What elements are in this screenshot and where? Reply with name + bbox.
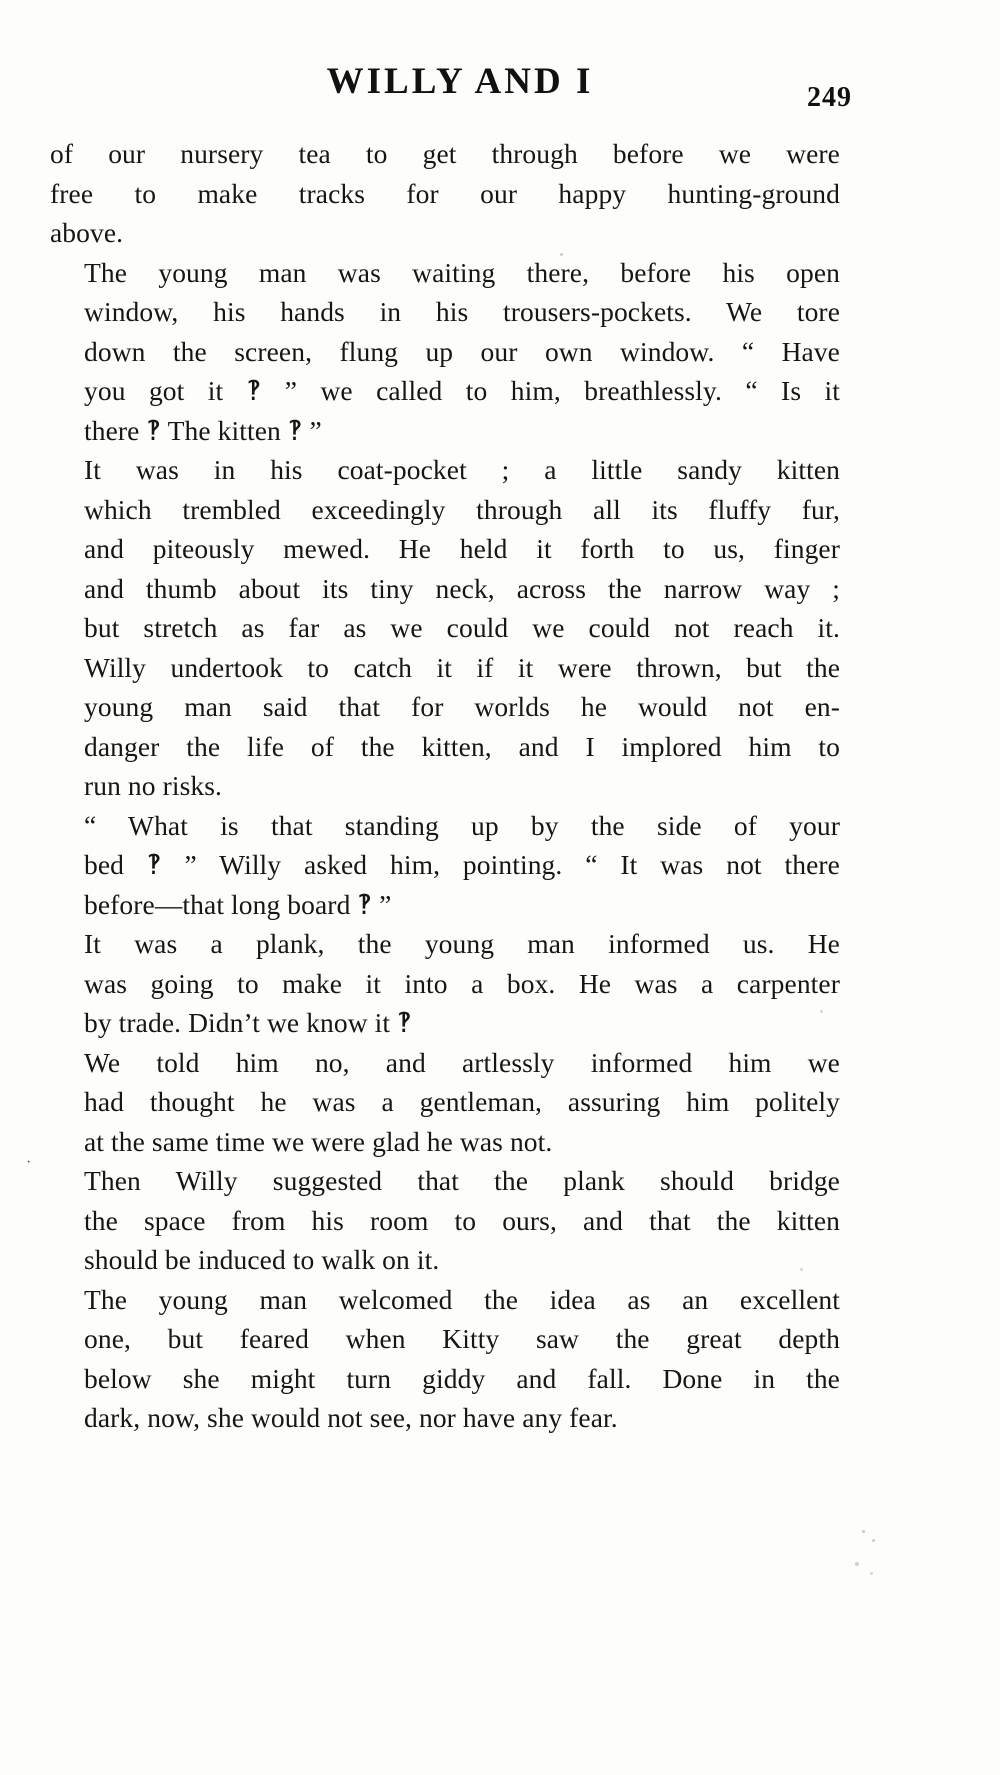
text-line: run no risks. [84,770,223,801]
page-speck [820,1010,823,1013]
paragraph [50,134,840,253]
paragraph [50,450,840,806]
text-line: one, but feared when Kitty saw the great depth [84,1323,840,1354]
text-line: Then Willy suggested that the plank should bridge [84,1165,840,1196]
text-line: should be induced to walk on it. [84,1244,440,1275]
text-line: was going to make it into a box. He was a carpenter [84,967,840,999]
paragraph [50,1280,840,1438]
text-line: by trade. Didn’t we know it ‽ [84,1007,412,1038]
paragraph [50,1043,840,1162]
text-line: of our nursery tea to get through before we were [50,138,840,169]
text-line: the space from his room to ours, and that the kitten [84,1204,840,1236]
paragraph [50,924,840,1043]
text-line: dark, now, she would not see, nor have any fear. [84,1402,618,1433]
page-content [50,60,852,1438]
text-line: there ‽ The kitten ‽ ” [84,414,322,446]
text-line: It was a plank, the young man informed us. He [84,928,840,959]
page-speck [800,1268,803,1271]
text-line: below she might turn giddy and fall. Done in the [84,1362,840,1394]
text-line: and thumb about its tiny neck, across the narrow way ; [84,572,840,604]
text-line: down the screen, flung up our own window. “ Have [84,335,840,367]
page-speck [862,1530,865,1533]
text-line: had thought he was a gentleman, assuring him politely [84,1086,840,1117]
page-speck [870,1572,873,1575]
text-line: danger the life of the kitten, and I implored him to [84,730,840,762]
text-line: you got it ‽ ” we called to him, breathlessly. “ Is it [84,375,840,406]
text-line: bed ‽ ” Willy asked him, pointing. “ It was not there [84,849,840,880]
page-speck [872,1539,875,1542]
text-line: at the same time we were glad he was not. [84,1125,553,1157]
body-text [50,134,840,1438]
text-line: and piteously mewed. He held it forth to us, finger [84,533,840,564]
text-line: We told him no, and artlessly informed him we [84,1046,840,1078]
text-line: which trembled exceedingly through all its fluffy fur, [84,493,840,525]
text-line: It was in his coat-pocket ; a little sandy kitten [84,454,840,485]
text-line: window, his hands in his trousers-pockets. We tore [84,296,840,327]
text-line: The young man was waiting there, before his open [84,256,840,288]
page-speck [560,253,563,256]
text-line: The young man welcomed the idea as an excellent [84,1283,840,1315]
text-line: before—that long board ‽ ” [84,888,392,920]
text-line: but stretch as far as we could we could not reach it. [84,612,840,643]
page-header [50,60,852,120]
paragraph [50,1161,840,1280]
page-speck [855,1562,859,1566]
text-line: young man said that for worlds he would not en- [84,691,840,722]
text-line: Willy undertook to catch it if it were thrown, but the [84,651,840,683]
margin-mark: · [26,1154,32,1171]
page-number: 249 [807,82,852,113]
text-line: above. [50,217,124,248]
paragraph [50,253,840,451]
running-head: WILLY AND I [326,61,594,102]
paragraph [50,806,840,925]
text-line: “ What is that standing up by the side of your [84,809,840,841]
text-line: free to make tracks for our happy hunting-ground [50,177,840,209]
